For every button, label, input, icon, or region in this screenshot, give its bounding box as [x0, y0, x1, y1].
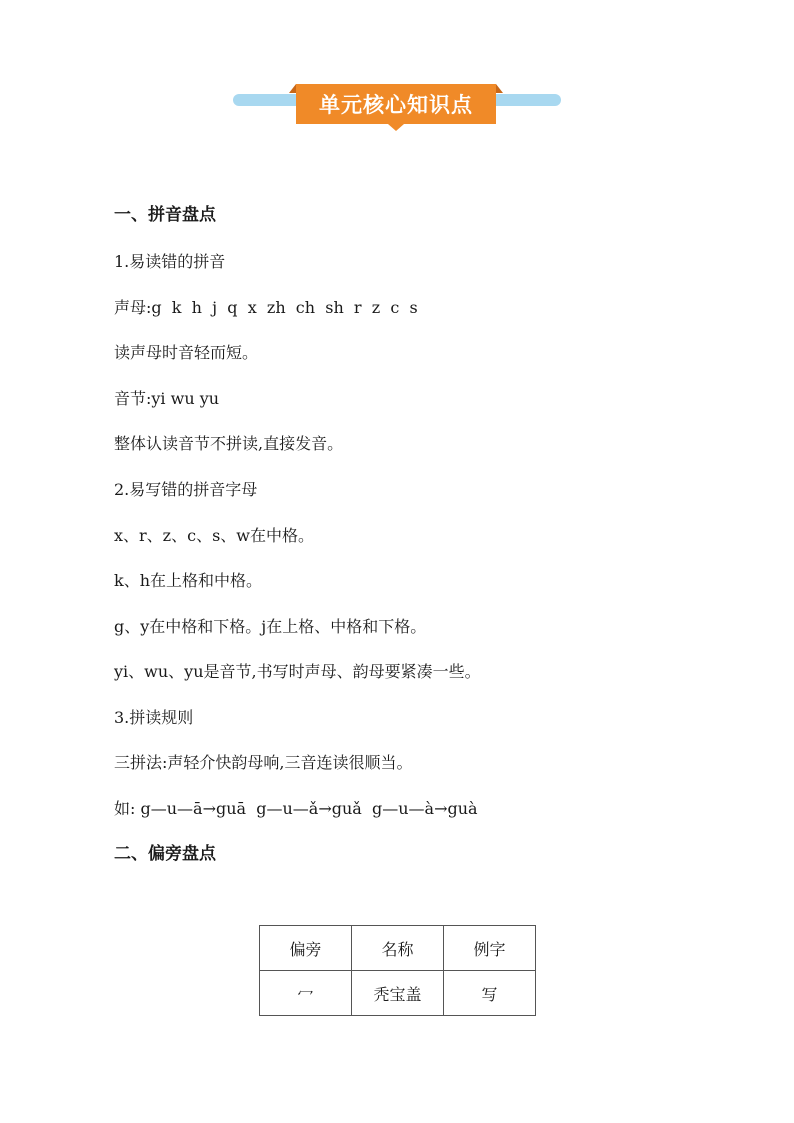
middle-grid-line: x、r、z、c、s、w在中格。 — [114, 526, 314, 545]
syllable-writing-line: yi、wu、yu是音节,书写时声母、韵母要紧凑一些。 — [114, 662, 481, 681]
syllables-line: 音节:yi wu yu — [114, 389, 220, 408]
banner-box — [296, 84, 496, 124]
table-cell: 写 — [444, 971, 536, 1016]
subheading-miswritten: 2.易写错的拼音字母 — [114, 480, 258, 499]
table-header-cell: 偏旁 — [260, 926, 352, 971]
subheading-rules: 3.拼读规则 — [114, 708, 194, 727]
middle-lower-line: g、y在中格和下格。j在上格、中格和下格。 — [114, 617, 427, 636]
table-cell: 秃宝盖 — [352, 971, 444, 1016]
initials-line: 声母:g k h j q x zh ch sh r z c s — [114, 298, 418, 317]
table-row — [260, 971, 536, 1016]
table-header-cell: 例字 — [444, 926, 536, 971]
banner-fold-right — [496, 84, 503, 93]
banner-notch — [388, 124, 404, 131]
section-heading-pinyin: 一、拼音盘点 — [114, 205, 216, 225]
three-part-rule: 三拼法:声轻介快韵母响,三音连读很顺当。 — [114, 753, 413, 772]
banner-title: 单元核心知识点 — [319, 93, 473, 117]
table-cell: 冖 — [260, 971, 352, 1016]
table-header-cell: 名称 — [352, 926, 444, 971]
table-header-row — [260, 926, 536, 971]
subheading-misread: 1.易读错的拼音 — [114, 252, 226, 271]
initials-note: 读声母时音轻而短。 — [114, 343, 259, 362]
section-heading-radicals: 二、偏旁盘点 — [114, 844, 216, 864]
upper-middle-line: k、h在上格和中格。 — [114, 571, 263, 590]
example-line: 如: g—u—ā→guā g—u—ǎ→guǎ g—u—à→guà — [114, 799, 478, 818]
banner-fold-left — [289, 84, 296, 93]
radicals-table — [259, 925, 536, 1016]
syllables-note: 整体认读音节不拼读,直接发音。 — [114, 434, 344, 453]
